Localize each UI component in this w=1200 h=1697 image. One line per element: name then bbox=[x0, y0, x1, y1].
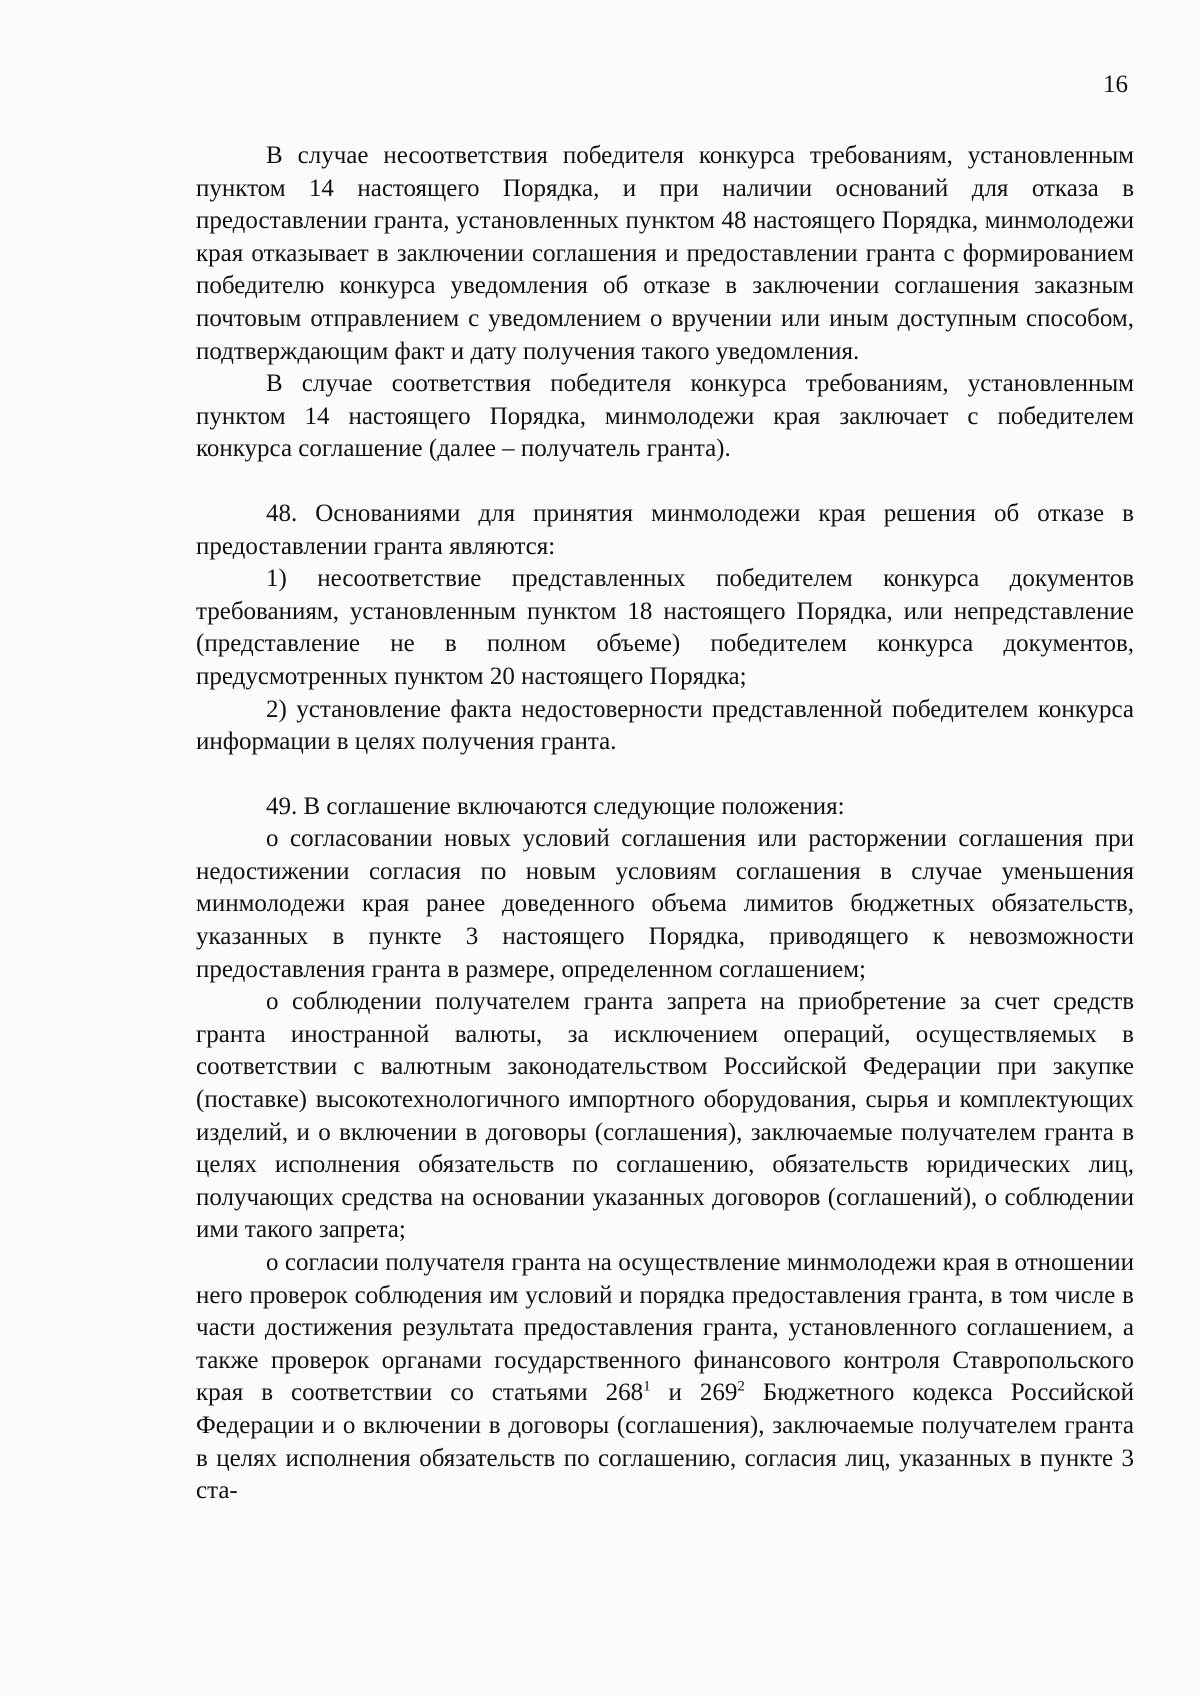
clause-49-provision-last bbox=[196, 1247, 1134, 1508]
superscript: 2 bbox=[737, 1379, 745, 1396]
clause-48-heading: 48. Основаниями для принятия минмолодежи края решения об отказе в предоставлении гранта являются: bbox=[196, 499, 1134, 560]
text-run: Бюджетного кодекса Российской Федерации и о включении в договоры (соглашения), заключаемые получателем гранта в целях исполнения обязательств по соглашению, согласия лиц, указанных в пункте 3 ста- bbox=[196, 1379, 1135, 1505]
clause-49-heading: 49. В соглашение включаются следующие положения: bbox=[266, 792, 845, 820]
document-body bbox=[196, 140, 1134, 1508]
clause-48-item-2: 2) установление факта недостоверности представленной победителем конкурса информации в целях получения гранта. bbox=[196, 695, 1134, 756]
superscript: 1 bbox=[643, 1379, 651, 1396]
clause-49-provision: о соблюдении получателем гранта запрета на приобретение за счет средств гранта иностранной валюты, за исключением операций, осуществляемых в соответствии с валютным законодательством Российской Федерации при закупке (поставке) высокотехнологичного импортного оборудования, сырья и комплектующих изделий, и о включении в договоры (соглашения), заключаемые получателем гранта в целях исполнения обязательств по соглашению, обязательств юридических лиц, получающих средства на основании указанных договоров (соглашений), о соблюдении ими такого запрета; bbox=[196, 988, 1134, 1244]
clause-49-provision: о согласовании новых условий соглашения или расторжении соглашения при недостижении согласия по новым условиям соглашения в случае уменьшения минмолодежи края ранее доведенного объема лимитов бюджетных обязательств, указанных в пункте 3 настоящего Порядка, приводящего к невозможности предоставления гранта в размере, определенном соглашением; bbox=[196, 825, 1134, 983]
page-number: 16 bbox=[1103, 71, 1128, 98]
paragraph: В случае соответствия победителя конкурса требованиям, установленным пунктом 14 настоящего Порядка, минмолодежи края заключает с победителем конкурса соглашение (далее – получатель гранта). bbox=[196, 370, 1134, 463]
paragraph: В случае несоответствия победителя конкурса требованиям, установленным пунктом 14 настоящего Порядка, и при наличии оснований для отказа в предоставлении гранта, установленных пунктом 48 настоящего Порядка, минмолодежи края отказывает в заключении соглашения и предоставлении гранта с формированием победителю конкурса уведомления об отказе в заключении соглашения заказным почтовым отправлением с уведомлением о вручении или иным доступным способом, подтверждающим факт и дату получения такого уведомления. bbox=[196, 142, 1134, 365]
clause-48-item-1: 1) несоответствие представленных победителем конкурса документов требованиям, установленным пунктом 18 настоящего Порядка, или непредставление (представление не в полном объеме) победителем конкурса документов, предусмотренных пунктом 20 настоящего Порядка; bbox=[196, 565, 1134, 690]
text-run: о согласии получателя гранта на осуществление минмолодежи края в отношении него проверок соблюдения им условий и порядка предоставления гранта, в том числе в части достижения результата предоставления гранта, установленного соглашением, а также проверок органами государственного финансового контроля Ставропольского края в соответствии со статьями 268 bbox=[196, 1249, 1134, 1407]
text-run: и 269 bbox=[650, 1379, 738, 1407]
